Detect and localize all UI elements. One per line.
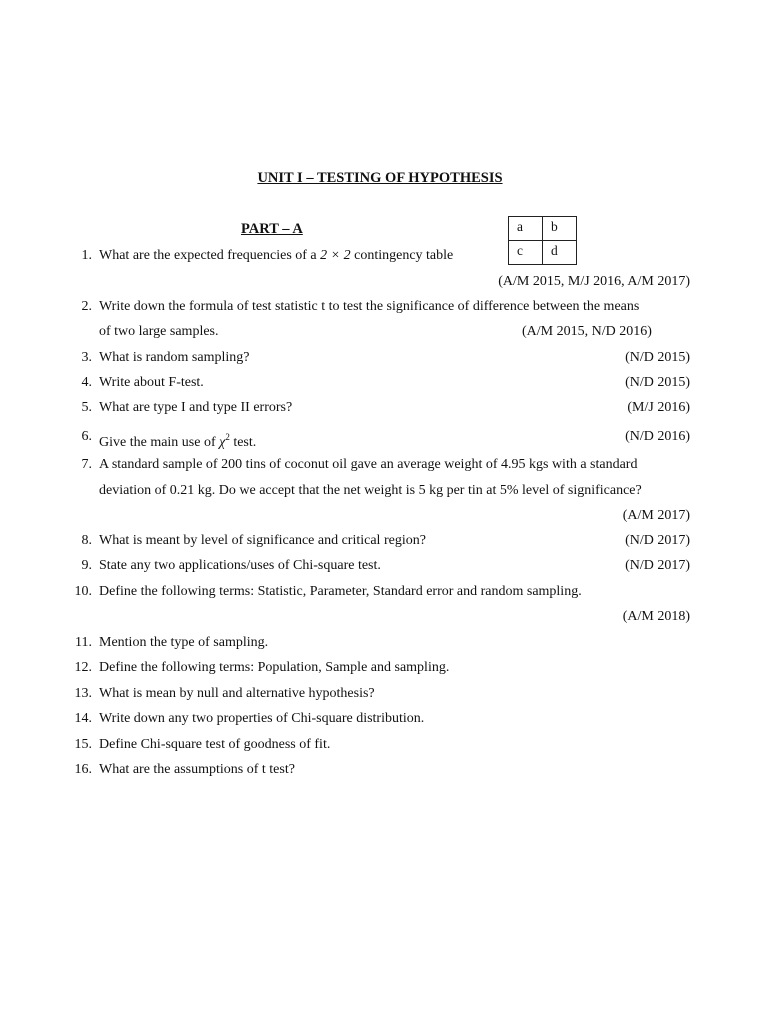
question-number: 7. (81, 457, 92, 472)
exam-reference: (A/M 2017) (622, 508, 690, 523)
exam-reference: (N/D 2015) (625, 350, 690, 365)
question-text (99, 428, 256, 452)
question-text: What are type I and type II errors? (99, 400, 293, 415)
question-number: 2. (81, 299, 92, 314)
question-text: State any two applications/uses of Chi-square test. (99, 558, 381, 573)
question-text: What are the assumptions of t test? (99, 762, 295, 777)
question-number: 16. (74, 762, 92, 777)
question-text: What is mean by null and alternative hypothesis? (99, 686, 375, 701)
question-text: What is random sampling? (99, 350, 250, 365)
contingency-row (509, 241, 577, 265)
question-text: Define the following terms: Statistic, Parameter, Standard error and random sampling. (99, 584, 582, 599)
exam-reference: (N/D 2015) (625, 375, 690, 390)
question-number: 4. (81, 375, 92, 390)
question-text: A standard sample of 200 tins of coconut oil gave an average weight of 4.95 kgs with a standard (99, 457, 638, 472)
question-number: 1. (81, 248, 92, 263)
question-text: Define the following terms: Population, Sample and sampling. (99, 660, 450, 675)
question-number: 6. (81, 429, 92, 444)
exam-reference: (N/D 2017) (625, 558, 690, 573)
contingency-cell: a (509, 217, 543, 241)
math-expression: 2 × 2 (320, 248, 351, 263)
contingency-table (508, 216, 577, 265)
question-text-part: contingency table (350, 248, 454, 263)
question-number: 13. (74, 686, 92, 701)
question-text: Write down the formula of test statistic t to test the significance of difference between the means (99, 299, 640, 314)
chi-symbol: χ (219, 435, 226, 450)
contingency-cell: d (543, 241, 577, 265)
superscript: 2 (225, 432, 230, 442)
question-text-part: Give the main use of (99, 435, 220, 450)
question-number: 14. (74, 711, 92, 726)
question-text-continuation: of two large samples. (99, 324, 219, 339)
question-text-continuation: deviation of 0.21 kg. Do we accept that the net weight is 5 kg per tin at 5% level of significance? (99, 483, 642, 498)
question-number: 12. (74, 660, 92, 675)
part-title: PART – A (241, 221, 303, 237)
question-number: 11. (75, 635, 92, 650)
question-text: Define Chi-square test of goodness of fit. (99, 737, 331, 752)
exam-reference: (N/D 2016) (625, 429, 690, 444)
contingency-row (509, 217, 577, 241)
question-number: 5. (81, 400, 92, 415)
question-text: Mention the type of sampling. (99, 635, 269, 650)
question-text-part: test. (229, 435, 257, 450)
question-text: What is meant by level of significance and critical region? (99, 533, 426, 548)
unit-title: UNIT I – TESTING OF HYPOTHESIS (257, 170, 503, 186)
question-number: 8. (81, 533, 92, 548)
question-number: 3. (81, 350, 92, 365)
question-text: Write about F-test. (99, 375, 204, 390)
exam-reference: (N/D 2017) (625, 533, 690, 548)
contingency-cell: c (509, 241, 543, 265)
question-text (99, 247, 453, 265)
exam-reference: (A/M 2018) (622, 609, 690, 624)
question-number: 9. (81, 558, 92, 573)
exam-reference: (A/M 2015, N/D 2016) (522, 324, 652, 339)
exam-reference: (M/J 2016) (627, 400, 690, 415)
question-number: 15. (74, 737, 92, 752)
question-text-part: What are the expected frequencies of a (99, 248, 321, 263)
question-number: 10. (74, 584, 92, 599)
question-text: Write down any two properties of Chi-square distribution. (99, 711, 425, 726)
exam-reference: (A/M 2015, M/J 2016, A/M 2017) (498, 274, 690, 289)
contingency-cell: b (543, 217, 577, 241)
